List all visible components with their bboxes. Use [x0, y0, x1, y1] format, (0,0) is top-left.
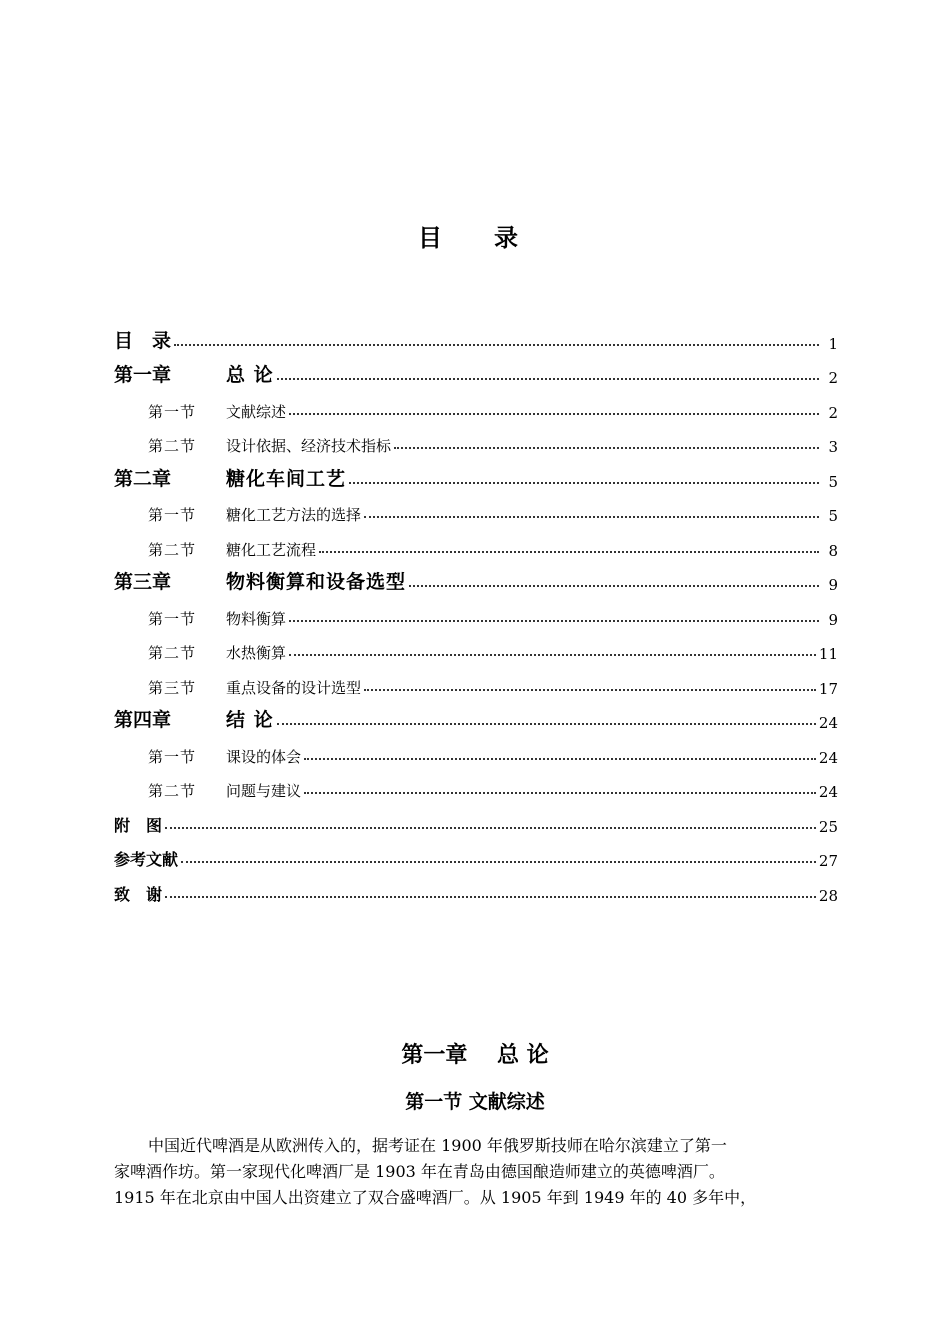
toc-entry-section[interactable]: [114, 387, 838, 422]
toc-chapter-number: 第四章: [114, 709, 172, 731]
toc-entry-section[interactable]: [114, 422, 838, 457]
toc-entry-chapter-1[interactable]: [114, 353, 838, 388]
toc-page-number: 25: [818, 817, 838, 836]
dot-leader: [289, 654, 816, 656]
toc-section-number: 第二节: [148, 644, 197, 662]
toc-section-number: 第三节: [148, 678, 197, 697]
toc-entry-chapter-3[interactable]: [114, 560, 838, 595]
toc-chapter-title: 结 论: [226, 709, 274, 731]
toc-entry-section[interactable]: [114, 525, 838, 560]
dot-leader: [289, 620, 819, 622]
toc-entry-acknowledgements[interactable]: [114, 870, 838, 905]
toc-page-number: 28: [818, 886, 838, 905]
toc-page-number: 8: [828, 541, 838, 560]
dot-leader: [364, 516, 819, 518]
toc-page-number: 9: [828, 610, 838, 629]
toc-entry-title: 目 录: [114, 329, 172, 352]
toc-entry-section[interactable]: [114, 491, 838, 526]
toc-chapter-title: 糖化车间工艺: [226, 467, 347, 490]
dot-leader: [304, 758, 816, 760]
body-paragraph: [114, 1133, 838, 1211]
toc-chapter-title: 总 论: [226, 364, 274, 386]
section-heading: 第一节 文献综述: [405, 1091, 545, 1113]
dot-leader: [304, 792, 816, 794]
toc-page-number: 2: [828, 403, 838, 422]
toc-entry-chapter-2[interactable]: [114, 456, 838, 491]
toc-page-number: 24: [818, 714, 838, 732]
toc-section-number: 第一节: [148, 402, 197, 421]
toc-chapter-number: 第三章: [114, 571, 172, 593]
toc-entry-chapter-4[interactable]: [114, 698, 838, 733]
paragraph-line: 1915 年在北京由中国人出资建立了双合盛啤酒厂。从 1905 年到 1949 年的 40 多年中，: [114, 1188, 757, 1207]
toc-entry-title: 附 图: [114, 815, 163, 835]
toc-entry-section[interactable]: [114, 629, 838, 664]
dot-leader: [277, 723, 816, 725]
toc-entry-appendix-figures[interactable]: [114, 801, 838, 836]
toc-entry-section[interactable]: [114, 767, 838, 802]
toc-section-title: 物料衡算: [226, 609, 287, 628]
paragraph-line: 中国近代啤酒是从欧洲传入的，据考证在 1900 年俄罗斯技师在哈尔滨建立了第一: [148, 1136, 727, 1155]
toc-page-number: 5: [828, 507, 838, 525]
dot-leader: [394, 447, 819, 449]
dot-leader: [165, 896, 816, 898]
toc-section-number: 第二节: [148, 782, 197, 800]
toc-entry-section[interactable]: [114, 594, 838, 629]
dot-leader: [277, 378, 819, 380]
toc-section-title: 文献综述: [226, 402, 287, 421]
toc-section-title: 课设的体会: [226, 747, 302, 766]
toc-chapter-number: 第一章: [114, 364, 172, 386]
toc-page-number: 27: [818, 852, 838, 870]
toc-page-number: 24: [818, 783, 838, 801]
toc-section-number: 第一节: [148, 506, 197, 524]
toc-page-number: 3: [828, 438, 838, 456]
toc-page-number: 9: [828, 576, 838, 594]
toc-entry-section[interactable]: [114, 732, 838, 767]
toc-page-number: 11: [818, 645, 838, 663]
paragraph-line: 家啤酒作坊。第一家现代化啤酒厂是 1903 年在青岛由德国酿造师建立的英德啤酒厂。: [114, 1162, 725, 1181]
toc-chapter-number: 第二章: [114, 467, 172, 490]
toc-section-number: 第一节: [148, 747, 197, 766]
toc-entry-section[interactable]: [114, 663, 838, 698]
dot-leader: [364, 689, 816, 691]
dot-leader: [349, 482, 819, 484]
toc-section-number: 第二节: [148, 437, 197, 455]
toc-page-number: 24: [818, 748, 838, 767]
dot-leader: [165, 827, 816, 829]
dot-leader: [289, 413, 819, 415]
dot-leader: [319, 551, 819, 553]
toc-section-title: 设计依据、经济技术指标: [226, 437, 392, 455]
toc-page-number: 1: [828, 334, 838, 353]
toc-page-number: 2: [828, 369, 838, 387]
toc-section-number: 第一节: [148, 609, 197, 628]
dot-leader: [181, 861, 816, 863]
toc-entry-title: 致 谢: [114, 884, 163, 904]
toc-section-number: 第二节: [148, 540, 197, 559]
toc-chapter-title: 物料衡算和设备选型: [226, 571, 407, 593]
toc-page-number: 5: [828, 472, 838, 491]
toc-section-title: 问题与建议: [226, 782, 302, 800]
toc-title: 目 录: [418, 224, 532, 252]
toc-entry-contents[interactable]: [114, 318, 838, 353]
toc-page-number: 17: [818, 679, 838, 698]
toc-section-title: 重点设备的设计选型: [226, 678, 362, 697]
toc-section-title: 糖化工艺流程: [226, 540, 317, 559]
table-of-contents: [114, 318, 838, 905]
dot-leader: [409, 585, 819, 587]
toc-section-title: 水热衡算: [226, 644, 287, 662]
toc-section-title: 糖化工艺方法的选择: [226, 506, 362, 524]
toc-entry-title: 参考文献: [114, 850, 179, 869]
dot-leader: [174, 344, 819, 346]
toc-entry-references[interactable]: [114, 836, 838, 871]
chapter-heading: 第一章 总 论: [401, 1043, 549, 1068]
